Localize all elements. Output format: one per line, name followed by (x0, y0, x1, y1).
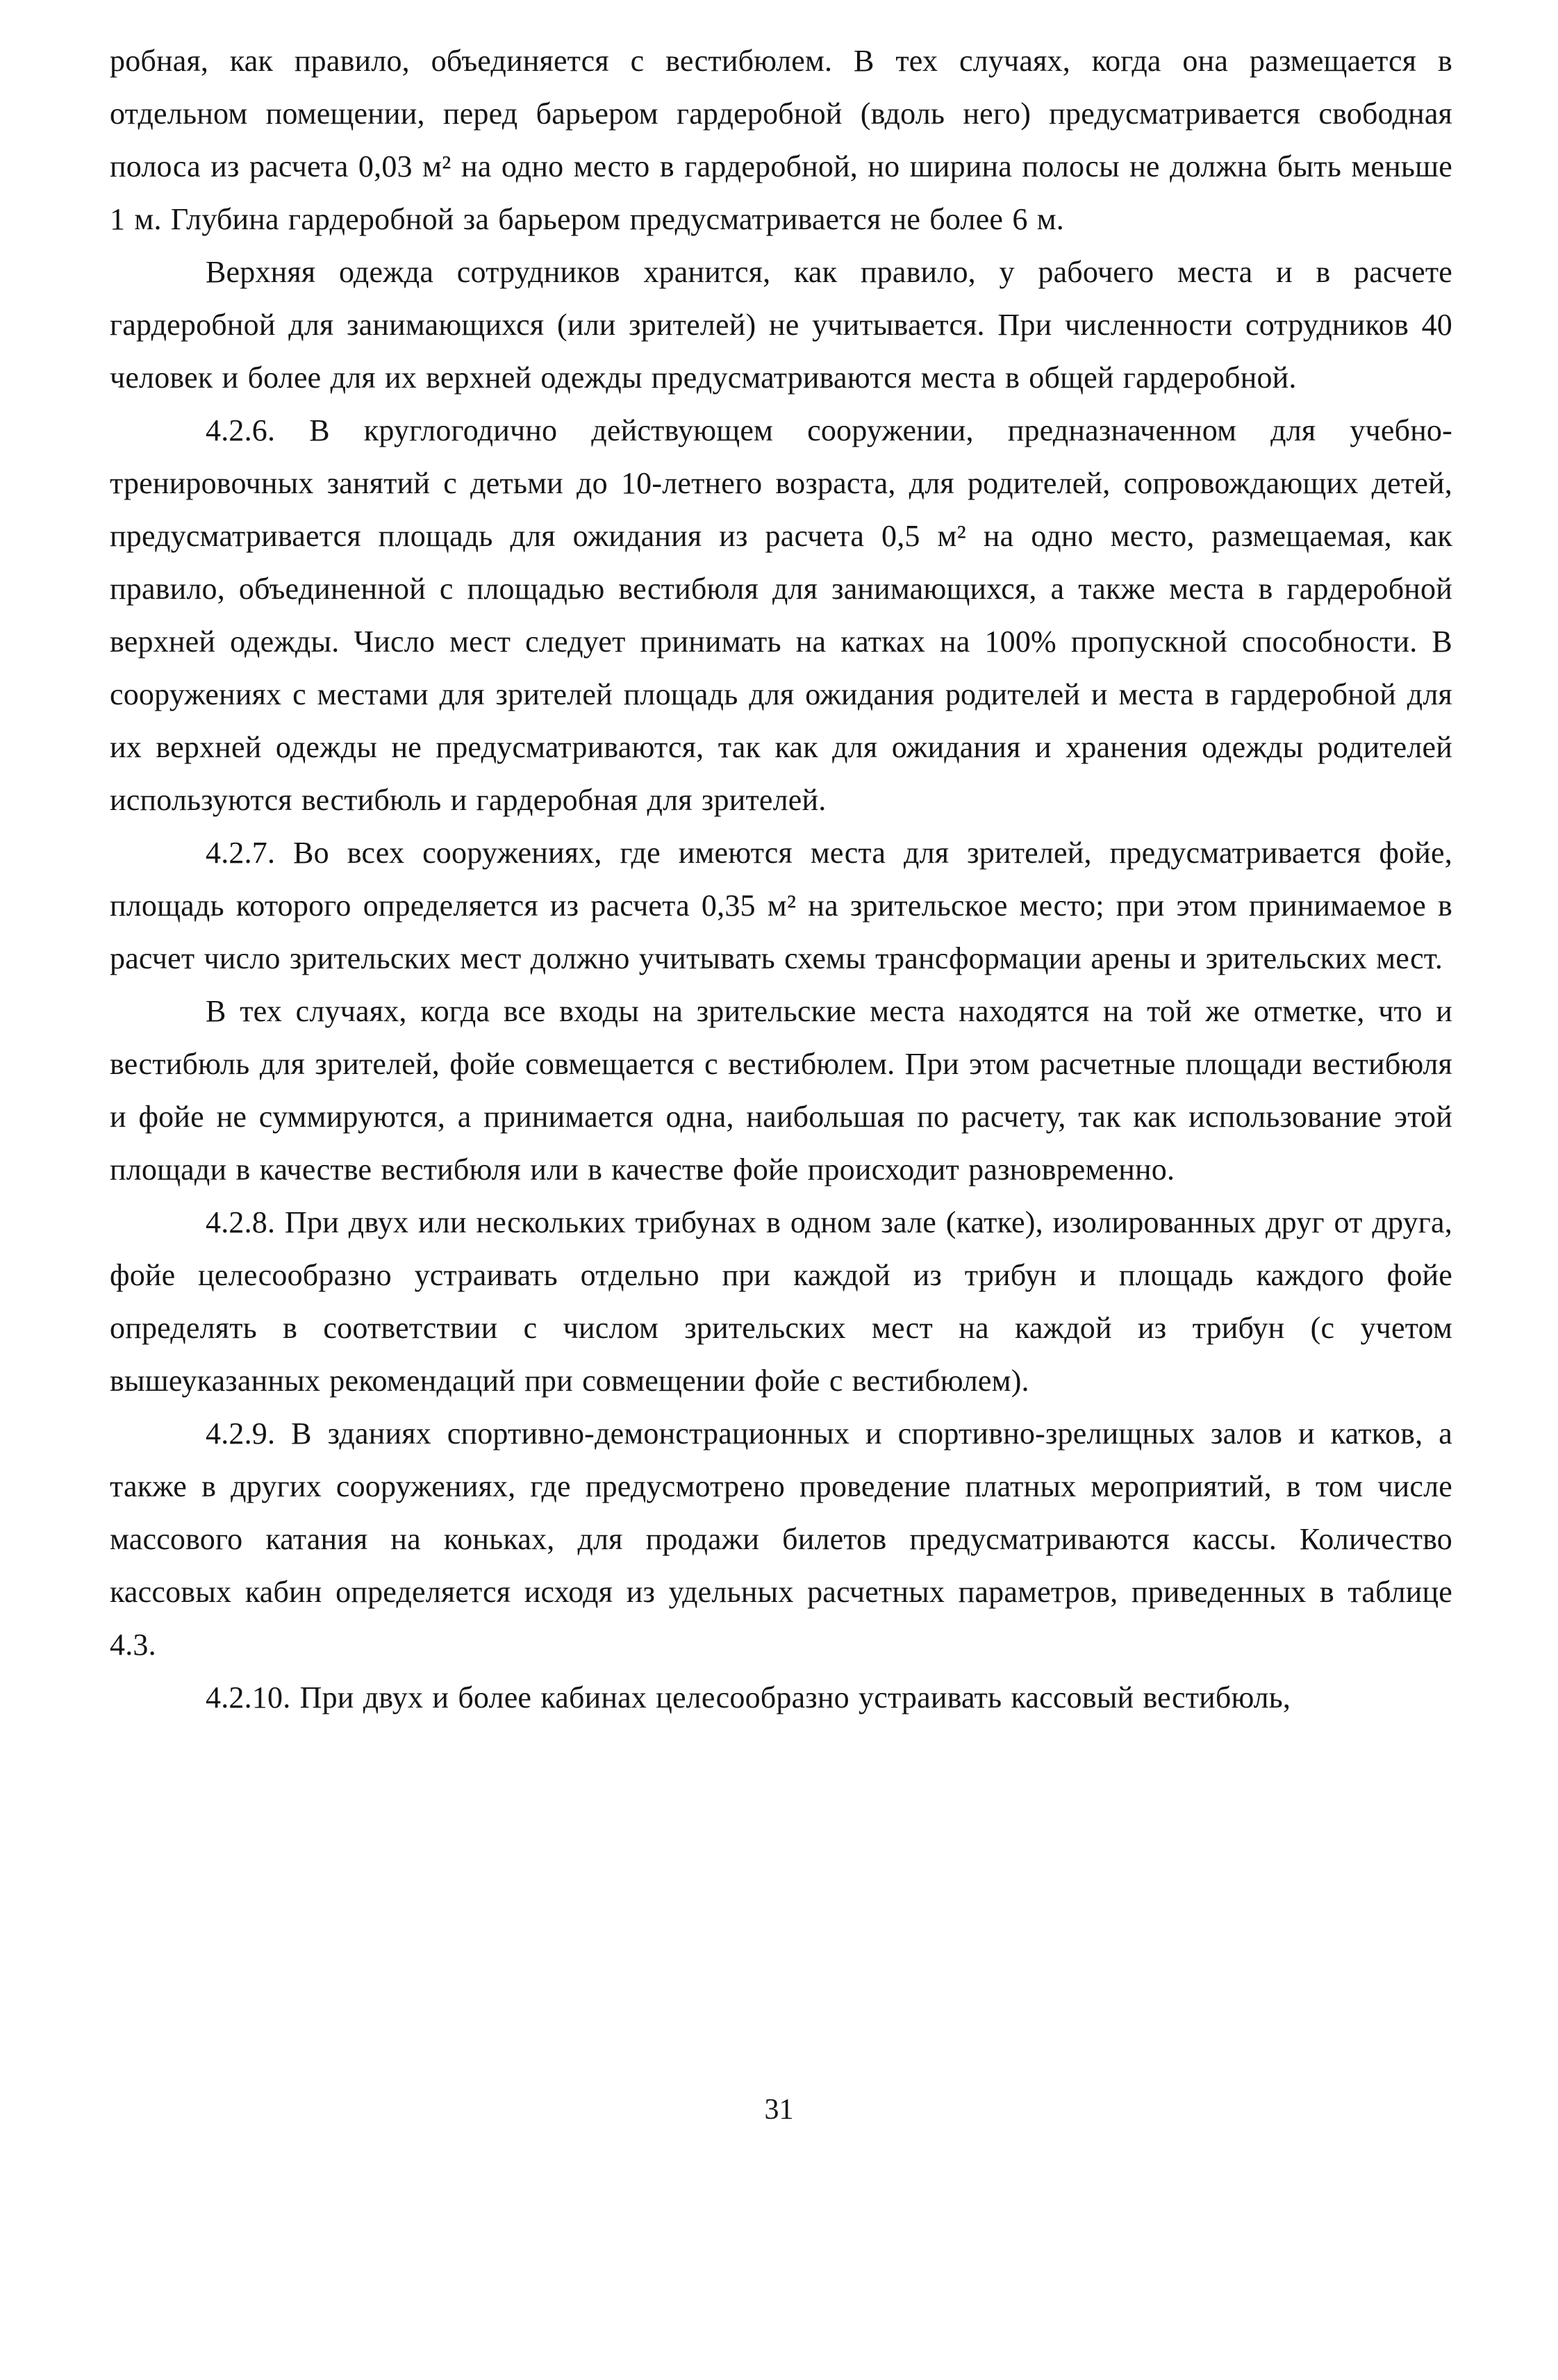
paragraph: 4.2.10. При двух и более кабинах целесообразно устраивать кассовый вестибюль, (206, 1680, 1291, 1714)
paragraph: робная, как правило, объединяется с вестибюлем. В тех случаях, когда она размещается в отдельном помещении, перед барьером гардеробной (вдоль него) предусматривается свободная полоса из расчета 0,03 м² на одно место в гардеробной, но ширина полосы не должна быть меньше 1 м. Глубина гардеробной за барьером предусматривается не более 6 м. (110, 44, 1452, 236)
paragraph: 4.2.7. Во всех сооружениях, где имеются места для зрителей, предусматривается фойе, площадь которого определяется из расчета 0,35 м² на зрительское место; при этом принимаемое в расчет число зрительских мест должно учитывать схемы трансформации арены и зрительских мест. (110, 836, 1452, 975)
paragraph: В тех случаях, когда все входы на зрительские места находятся на той же отметке, что и вестибюль для зрителей, фойе совмещается с вестибюлем. При этом расчетные площади вестибюля и фойе не суммируются, а принимается одна, наибольшая по расчету, так как использование этой площади в качестве вестибюля или в качестве фойе происходит разновременно. (110, 994, 1452, 1187)
page-number: 31 (764, 2094, 794, 2126)
text-block (110, 35, 1452, 1724)
paragraph: 4.2.8. При двух или нескольких трибунах в одном зале (катке), изолированных друг от друга, фойе целесообразно устраивать отдельно при каждой из трибун и площадь каждого фойе определять в соответствии с числом зрительских мест на каждой из трибун (с учетом вышеуказанных рекомендаций при совмещении фойе с вестибюлем). (110, 1205, 1452, 1398)
paragraph: 4.2.9. В зданиях спортивно-демонстрационных и спортивно-зрелищных залов и катков, а также в других сооружениях, где предусмотрено проведение платных мероприятий, в том числе массового катания на коньках, для продажи билетов предусматриваются кассы. Количество кассовых кабин определяется исходя из удельных расчетных параметров, приведенных в таблице 4.3. (110, 1416, 1452, 1662)
paragraph: 4.2.6. В круглогодично действующем сооружении, предназначенном для учебно-тренировочных занятий с детьми до 10-летнего возраста, для родителей, сопровождающих детей, предусматривается площадь для ожидания из расчета 0,5 м² на одно место, размещаемая, как правило, объединенной с площадью вестибюля для занимающихся, а также места в гардеробной верхней одежды. Число мест следует принимать на катках на 100% пропускной способности. В сооружениях с местами для зрителей площадь для ожидания родителей и места в гардеробной для их верхней одежды не предусматриваются, так как для ожидания и хранения одежды родителей используются вестибюль и гардеробная для зрителей. (110, 413, 1452, 817)
paragraph: Верхняя одежда сотрудников хранится, как правило, у рабочего места и в расчете гардеробной для занимающихся (или зрителей) не учитывается. При численности сотрудников 40 человек и более для их верхней одежды предусматриваются места в общей гардеробной. (110, 255, 1452, 395)
